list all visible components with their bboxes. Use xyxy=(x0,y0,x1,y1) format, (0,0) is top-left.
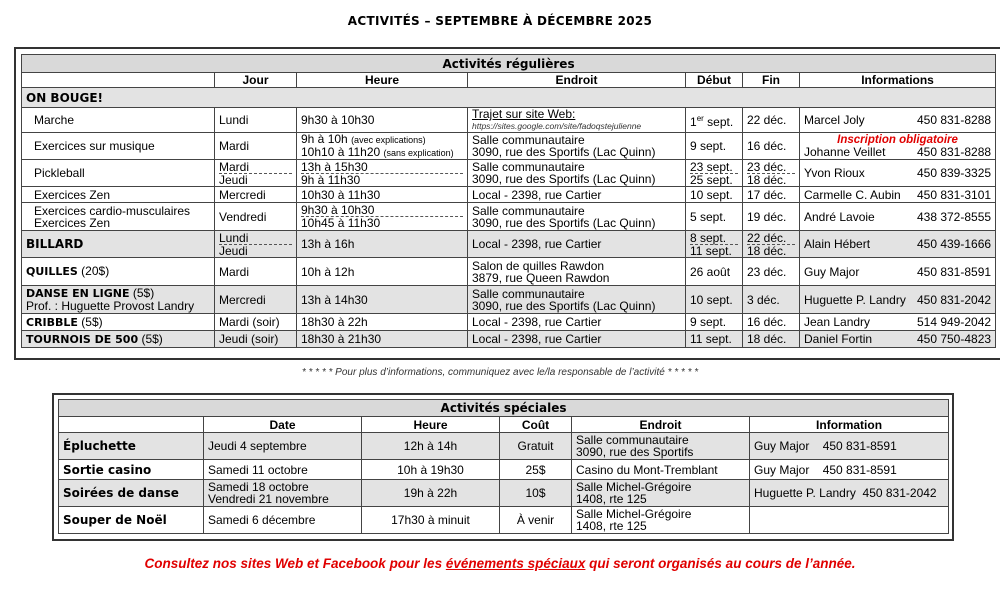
special-activities-table xyxy=(58,399,949,534)
table-row: Exercices sur musique Mardi 9h à 10h (avec explications) 10h10 à 11h20 (sans explication) Salle communautaire 3090, rue des Sportifs (Lac Quinn) 9 sept. 16 déc. Inscription obligatoire Johanne Veillet 450 831-8288 xyxy=(22,133,996,160)
table-row: CRIBBLE (5$) Mardi (soir) 18h30 à 22h Local - 2398, rue Cartier 9 sept. 16 déc. Jean Landry 514 949-2042 xyxy=(22,314,996,331)
col-date: Date xyxy=(204,417,362,433)
col-information: Information xyxy=(750,417,949,433)
trajet-link[interactable]: Trajet sur site Web: xyxy=(472,107,576,121)
col-heure: Heure xyxy=(362,417,500,433)
table-row: TOURNOIS DE 500 (5$) Jeudi (soir) 18h30 à 21h30 Local - 2398, rue Cartier 11 sept. 18 déc. Daniel Fortin 450 750-4823 xyxy=(22,331,996,348)
section-on-bouge: ON BOUGE! xyxy=(22,88,996,108)
footer-notice: Consultez nos sites Web et Facebook pour les événements spéciaux qui seront organisés au cours de l’année. xyxy=(144,556,856,571)
col-heure: Heure xyxy=(297,73,468,88)
special-events-link[interactable]: événements spéciaux xyxy=(445,556,586,571)
info-note: * * * * * Pour plus d’informations, communiquez avec le/la responsable de l’activité * * * * * xyxy=(301,367,699,378)
col-debut: Début xyxy=(686,73,743,88)
col-cout: Coût xyxy=(500,417,572,433)
col-informations: Informations xyxy=(800,73,996,88)
table-row: Sortie casino Samedi 11 octobre 10h à 19h30 25$ Casino du Mont-Tremblant Guy Major 450 831-8591 xyxy=(59,460,949,480)
col-jour: Jour xyxy=(215,73,297,88)
regular-heading: Activités régulières xyxy=(22,55,996,73)
special-activities-frame xyxy=(52,393,954,541)
table-row: Pickleball Mardi Jeudi 13h à 15h30 9h à 11h30 Salle communautaire 3090, rue des Sportifs (Lac Quinn) 23 sept. 25 sept. 23 déc. 18 déc. Yvon Rioux 450 839-3325 xyxy=(22,160,996,187)
table-row: DANSE EN LIGNE (5$) Prof. : Huguette Provost Landry Mercredi 13h à 14h30 Salle communautaire 3090, rue des Sportifs (Lac Quinn) 10 sept. 3 déc. Huguette P. Landry 450 831-2042 xyxy=(22,286,996,314)
page-title: ACTIVITÉS – SEPTEMBRE À DÉCEMBRE 2025 xyxy=(347,14,653,28)
table-row: Exercices Zen Mercredi 10h30 à 11h30 Local - 2398, rue Cartier 10 sept. 17 déc. Carmelle C. Aubin 450 831-3101 xyxy=(22,187,996,203)
inscription-notice: Inscription obligatoire xyxy=(837,134,958,146)
table-row: BILLARD Lundi Jeudi 13h à 16h Local - 2398, rue Cartier 8 sept. 11 sept. 22 déc. 18 déc. Alain Hébert 450 439-1666 xyxy=(22,231,996,258)
col-endroit: Endroit xyxy=(468,73,686,88)
table-row: Épluchette Jeudi 4 septembre 12h à 14h Gratuit Salle communautaire 3090, rue des Sportifs Guy Major 450 831-8591 xyxy=(59,433,949,460)
special-heading: Activités spéciales xyxy=(59,400,949,417)
table-row: Souper de Noël Samedi 6 décembre 17h30 à minuit À venir Salle Michel-Grégoire 1408, rte 125 xyxy=(59,507,949,534)
col-endroit: Endroit xyxy=(572,417,750,433)
table-row: Soirées de danse Samedi 18 octobre Vendredi 21 novembre 19h à 22h 10$ Salle Michel-Grégoire 1408, rte 125 Huguette P. Landry 450 831-2042 xyxy=(59,480,949,507)
table-row: Exercices cardio-musculaires Exercices Zen Vendredi 9h30 à 10h30 10h45 à 11h30 Salle communautaire 3090, rue des Sportifs (Lac Quinn) 5 sept. 19 déc. André Lavoie 438 372-8555 xyxy=(22,203,996,231)
regular-activities-table xyxy=(21,54,996,348)
regular-activities-frame xyxy=(14,47,1000,360)
col-fin: Fin xyxy=(743,73,800,88)
table-row: QUILLES (20$) Mardi 10h à 12h Salon de quilles Rawdon 3879, rue Queen Rawdon 26 août 23 déc. Guy Major 450 831-8591 xyxy=(22,258,996,286)
site-url[interactable]: https://sites.google.com/site/fadoqstejulienne xyxy=(472,121,642,131)
table-row: Marche Lundi 9h30 à 10h30 Trajet sur site Web: https://sites.google.com/site/fadoqstejulienne 1er sept. 22 déc. Marcel Joly 450 831-8288 xyxy=(22,108,996,133)
